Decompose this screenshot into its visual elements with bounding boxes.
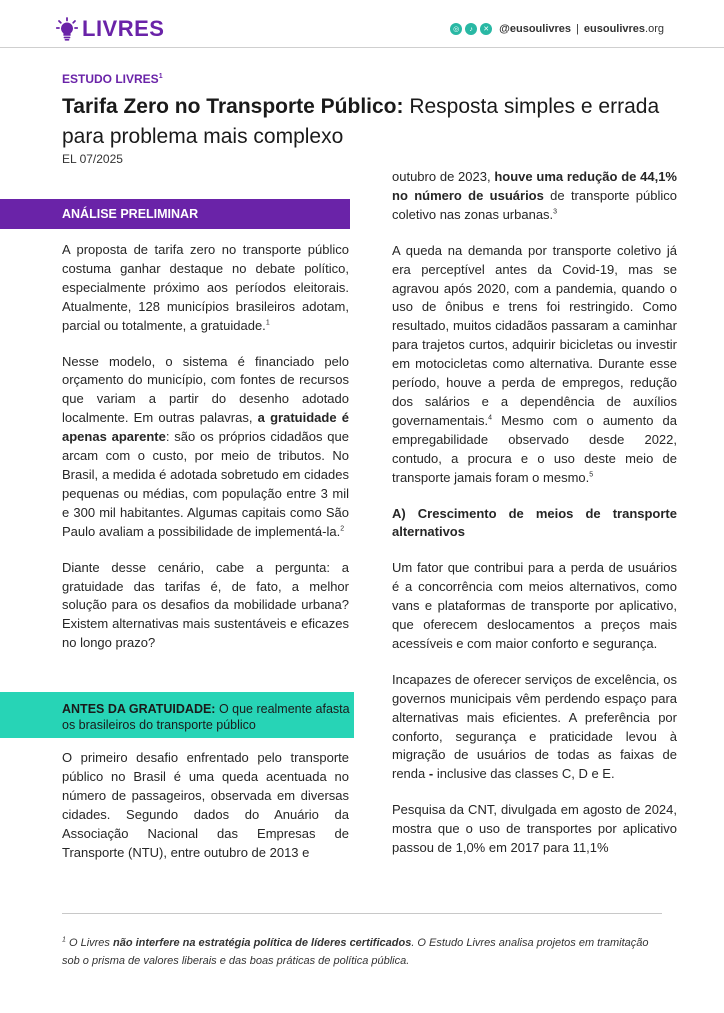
site-name: eusoulivres [583, 23, 646, 35]
social-links [450, 23, 664, 35]
footnote-ref[interactable]: 1 [265, 319, 270, 327]
paragraph-text: Nesse modelo, o sistema é financiado pelo orçamento do município, com fontes de recursos que variam a partir do desenho adotado localmente. Em outras palavras, [62, 353, 349, 426]
social-handle[interactable]: @eusoulivres [499, 23, 572, 35]
livres-logo[interactable] [56, 14, 164, 44]
paragraph [392, 671, 677, 784]
site-tld: .org [645, 23, 664, 35]
paragraph [62, 353, 349, 542]
instagram-icon[interactable]: ◎ [450, 23, 462, 35]
emphasis-text: houve uma redução de 44,1% no número de usuários [392, 169, 677, 203]
tiktok-icon[interactable]: ♪ [465, 23, 477, 35]
paragraph-text: A queda na demanda por transporte coletivo já era perceptível antes da Covid-19, mas se agravou após 2020, com a pandemia, quando o uso de ônibus e trens foi restringido. Como resultado, muitos cidadãos passaram a caminhar para trajetos curtos, adquirir bicicletas ou investir em motocicletas como alternativa. Durante esse período, houve a perda de empregos, redução dos salários e a dependência de auxílios governamentais. [392, 242, 677, 428]
page-header [0, 0, 724, 48]
section-heading-bold: ANTES DA GRATUIDADE: [62, 702, 216, 716]
title-bold: Tarifa Zero no Transporte Público: [62, 95, 404, 118]
right-column [392, 168, 677, 858]
subsection-heading: A) Crescimento de meios de transporte alternativos [392, 505, 677, 540]
paragraph-text: A proposta de tarifa zero no transporte público costuma ganhar destaque no debate político, especialmente próximo aos períodos eleitorais. Atualmente, 128 municípios brasileiros adotam, parcial ou totalmente, a gratuidade. [62, 242, 349, 333]
paragraph-text: Mesmo com o aumento da empregabilidade observado desde 2022, contudo, a procura e o uso deste meio de transporte jamais foram o mesmo. [392, 412, 677, 485]
paragraph-text: de transporte público coletivo nas zonas urbanas. [392, 187, 677, 222]
footnote-number: 1 [62, 936, 66, 944]
title-rest: Resposta simples e errada para problema mais complexo [62, 95, 660, 148]
footnote-text: O Livres [65, 937, 113, 949]
section-heading-preliminary: ANÁLISE PRELIMINAR [0, 199, 350, 229]
emphasis-text: a gratuidade é apenas aparente [62, 410, 349, 445]
footnote [62, 934, 662, 970]
paragraph: Diante desse cenário, cabe a pergunta: a gratuidade das tarifas é, de fato, a melhor solução para os desafios da mobilidade urbana? Existem alternativas mais sustentáveis e eficazes no longo prazo? [62, 559, 349, 651]
lightbulb-icon [56, 17, 78, 41]
paragraph-text: inclusive das classes C, D e E. [433, 766, 615, 782]
section-heading-rest: O que realmente afasta os brasileiros do transporte público [62, 702, 350, 732]
header-separator: | [576, 23, 579, 35]
paragraph [62, 241, 349, 336]
edition-code: EL 07/2025 [62, 152, 123, 166]
footnote-ref[interactable]: 4 [488, 414, 493, 422]
footnote-ref[interactable]: 2 [340, 525, 345, 533]
footnote-emphasis: não interfere na estratégia política de líderes certificados [112, 937, 412, 949]
paragraph: Pesquisa da CNT, divulgada em agosto de 2024, mostra que o uso de transportes por aplicativo passou de 1,0% em 2017 para 11,1% [392, 802, 677, 856]
article-title [62, 92, 662, 152]
section-heading-before-gratuity [0, 692, 354, 738]
paragraph [392, 168, 677, 225]
brand-name: LIVRES [82, 16, 165, 41]
footnote-divider [62, 913, 662, 914]
x-icon[interactable]: ✕ [480, 23, 492, 35]
website-link[interactable] [584, 23, 664, 35]
paragraph [392, 242, 677, 488]
kicker-footnote-ref[interactable]: 1 [158, 73, 163, 80]
footnote-ref[interactable]: 3 [553, 208, 558, 216]
left-column-top [62, 241, 349, 653]
emphasis-text: - [428, 766, 434, 782]
paragraph-text: Incapazes de oferecer serviços de excelência, os governos municipais vêm perdendo espaço para alternativas mais eficientes. A preferência por conforto, segurança e praticidade levou à migração de usuários de todas as faixas de renda [392, 671, 677, 782]
paragraph-text: outubro de 2023, [392, 169, 495, 184]
left-column-bottom [62, 749, 349, 862]
paragraph-text: : são os próprios cidadãos que arcam com o custo, por meio de tributos. No Brasil, a medida é adotada sobretudo em cidades pequenas ou médias, com população entre 3 mil e 300 mil habitantes. Algumas capitais como São Paulo avaliam a possibilidade de implementá-la. [62, 429, 349, 539]
kicker-text: ESTUDO LIVRES [62, 72, 159, 86]
paragraph: O primeiro desafio enfrentado pelo transporte público no Brasil é uma queda acentuada no número de passageiros, observada em diversas cidades. Segundo dados do Anuário da Associação Nacional das Empresas de Transporte (NTU), entre outubro de 2013 e [62, 750, 349, 860]
study-kicker [62, 72, 163, 86]
footnote-ref[interactable]: 5 [589, 471, 594, 479]
paragraph: Um fator que contribui para a perda de usuários é a concorrência com meios alternativos, como vans e plataformas de transporte por aplicativo, que oferecem deslocamentos a preços mais acessíveis e com maior conforto e segurança. [392, 560, 677, 651]
footnote-text: . O Estudo Livres analisa projetos em tramitação sob o prisma de valores liberais e das boas práticas de política pública. [62, 937, 649, 967]
